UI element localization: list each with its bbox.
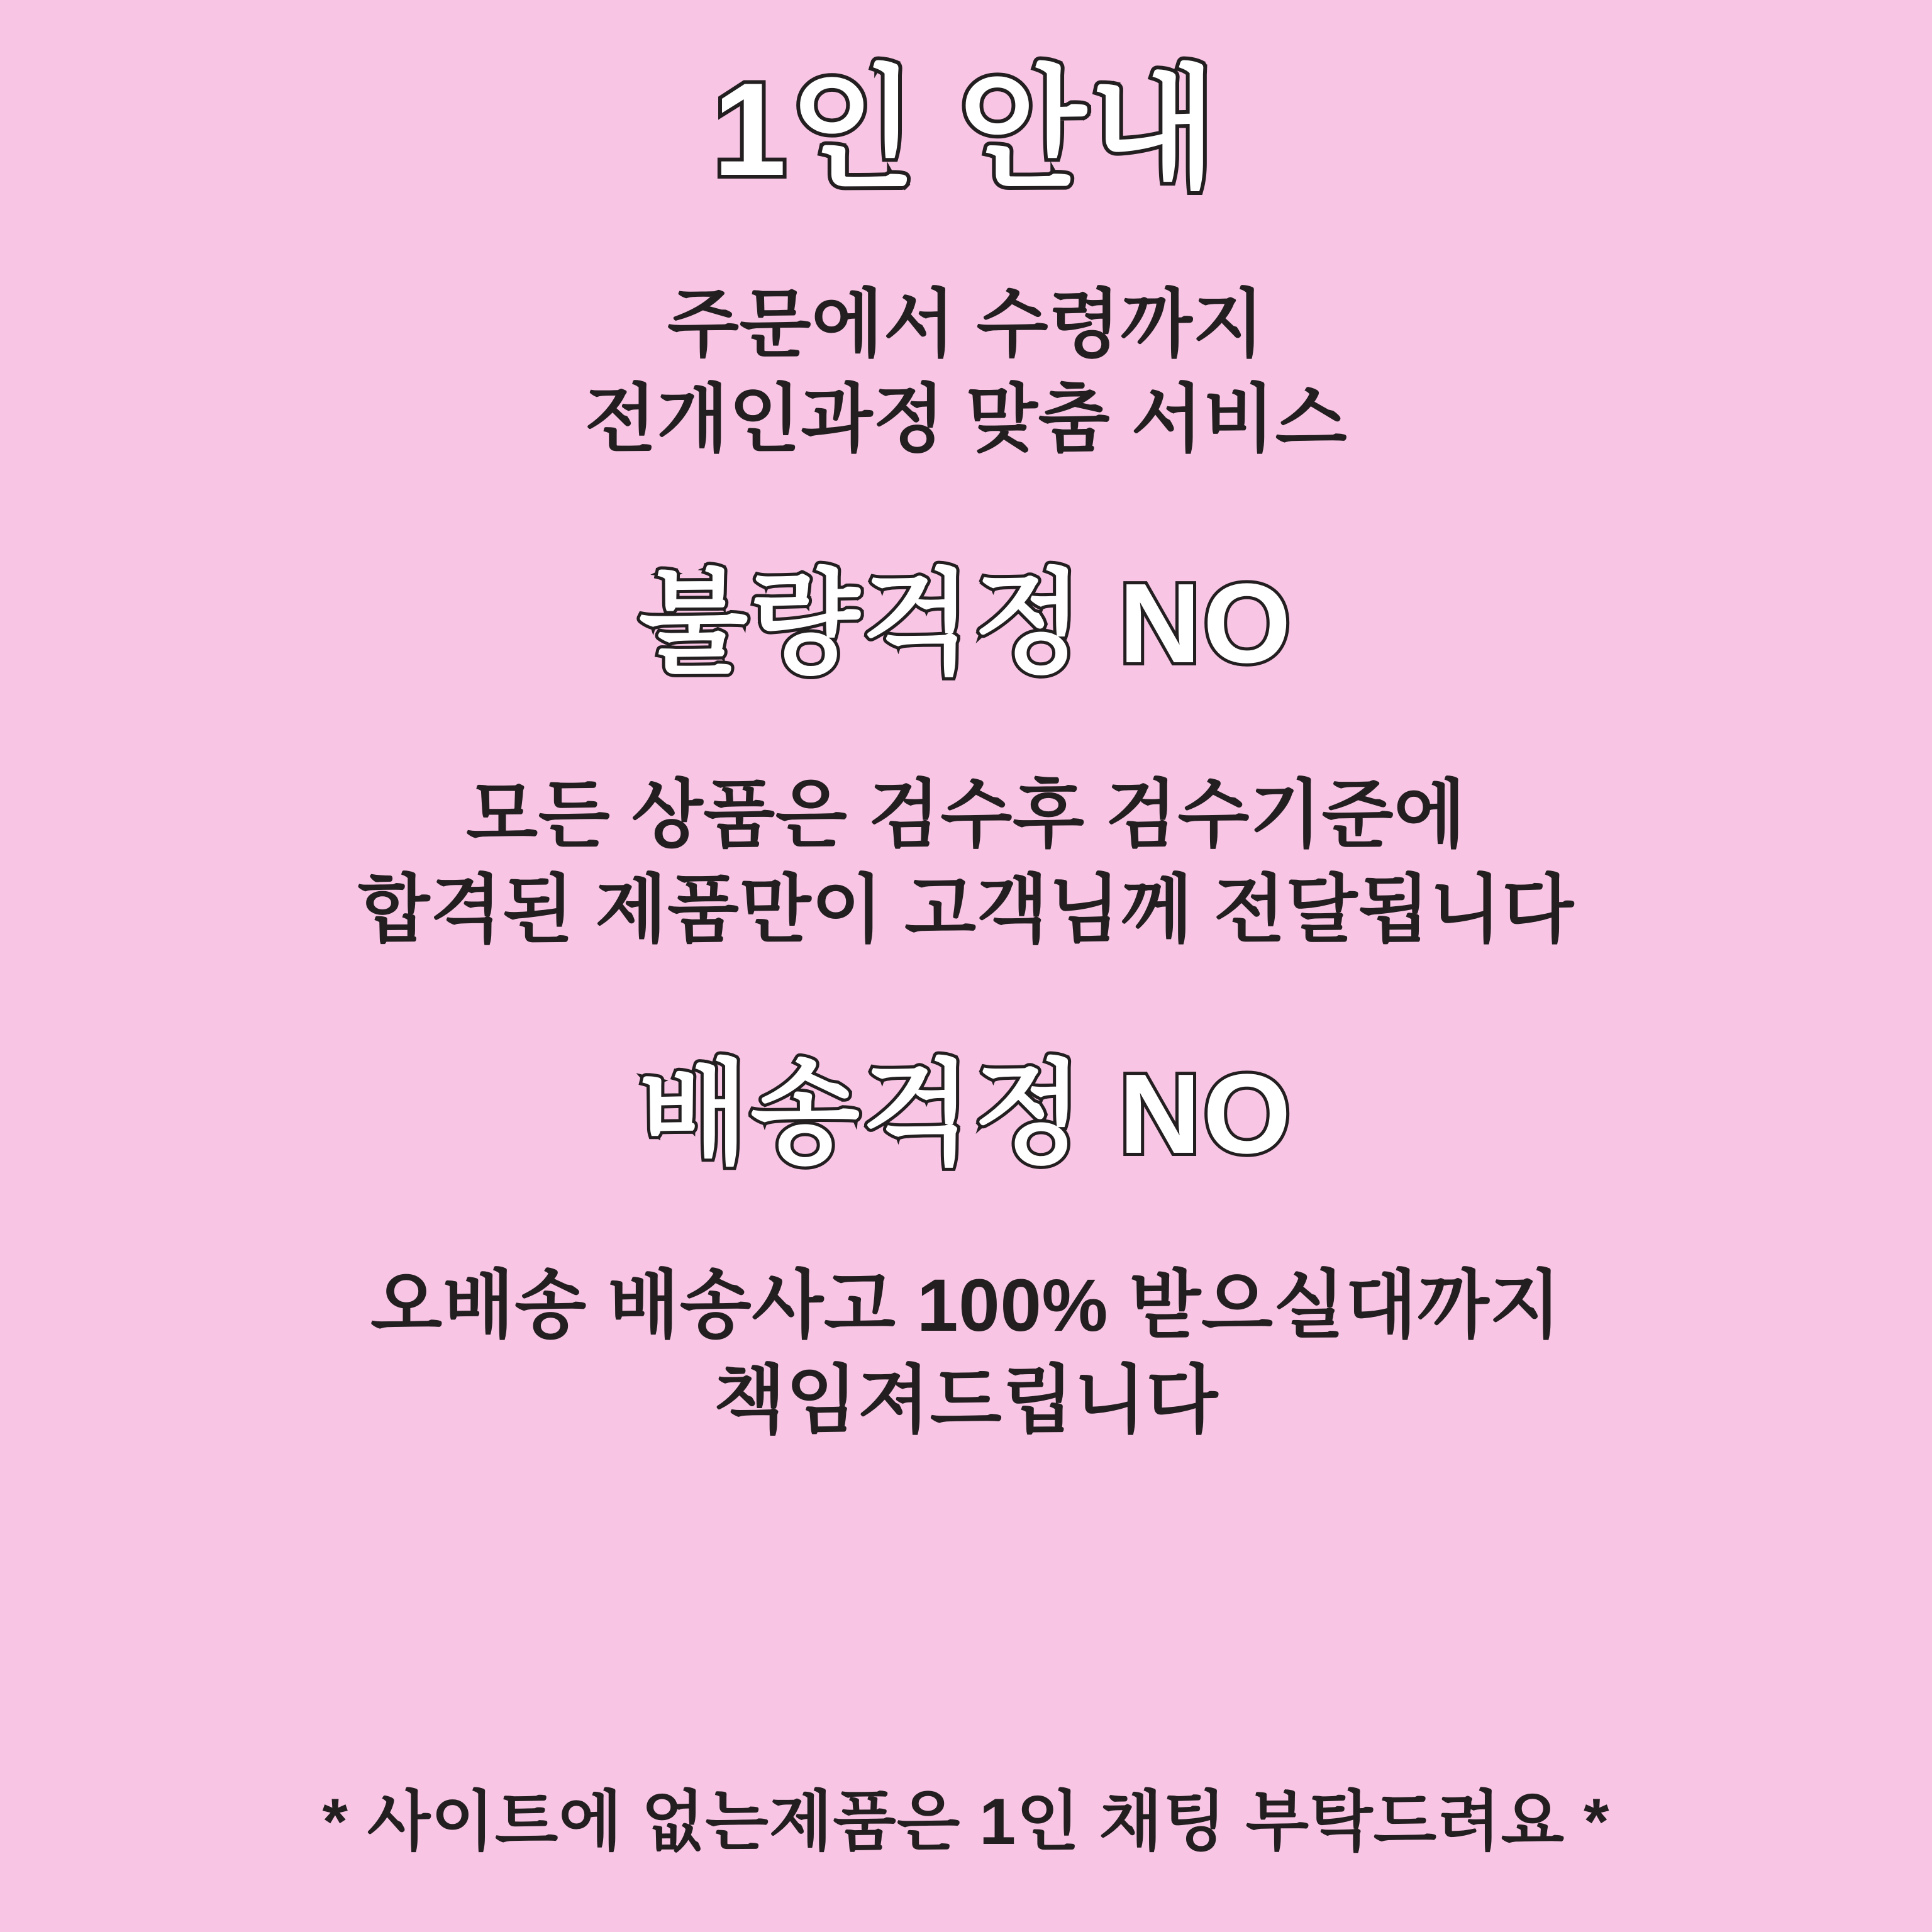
section-quality [0, 562, 1932, 958]
section-shipping-line-2: 책임져드립니다 [713, 1359, 1219, 1443]
page-title: 1인 안내 [713, 55, 1219, 203]
section-intro-line-1: 주문에서 수령까지 [667, 283, 1265, 366]
section-shipping-headline: 배송걱정 NO [638, 1051, 1294, 1178]
footnote-text: * 사이트에 없는제품은 1인 채팅 부탁드려요 * [322, 1785, 1610, 1858]
section-quality-headline: 불량걱정 NO [638, 560, 1294, 687]
footnote-container [0, 1768, 1932, 1863]
section-shipping [0, 1052, 1932, 1448]
section-intro [0, 277, 1932, 467]
section-intro-line-2: 전개인과정 맞춤 서비스 [584, 378, 1348, 462]
section-quality-line-1: 모든 상품은 검수후 검수기준에 [466, 774, 1466, 857]
section-intro-text [585, 277, 1348, 467]
section-quality-line-2: 합격된 제품만이 고객님께 전달됩니다 [358, 869, 1574, 952]
section-shipping-line-1: 오배송 배송사고 100% 받으실대까지 [370, 1264, 1562, 1348]
section-shipping-text [370, 1258, 1562, 1448]
section-quality-text [358, 768, 1574, 958]
